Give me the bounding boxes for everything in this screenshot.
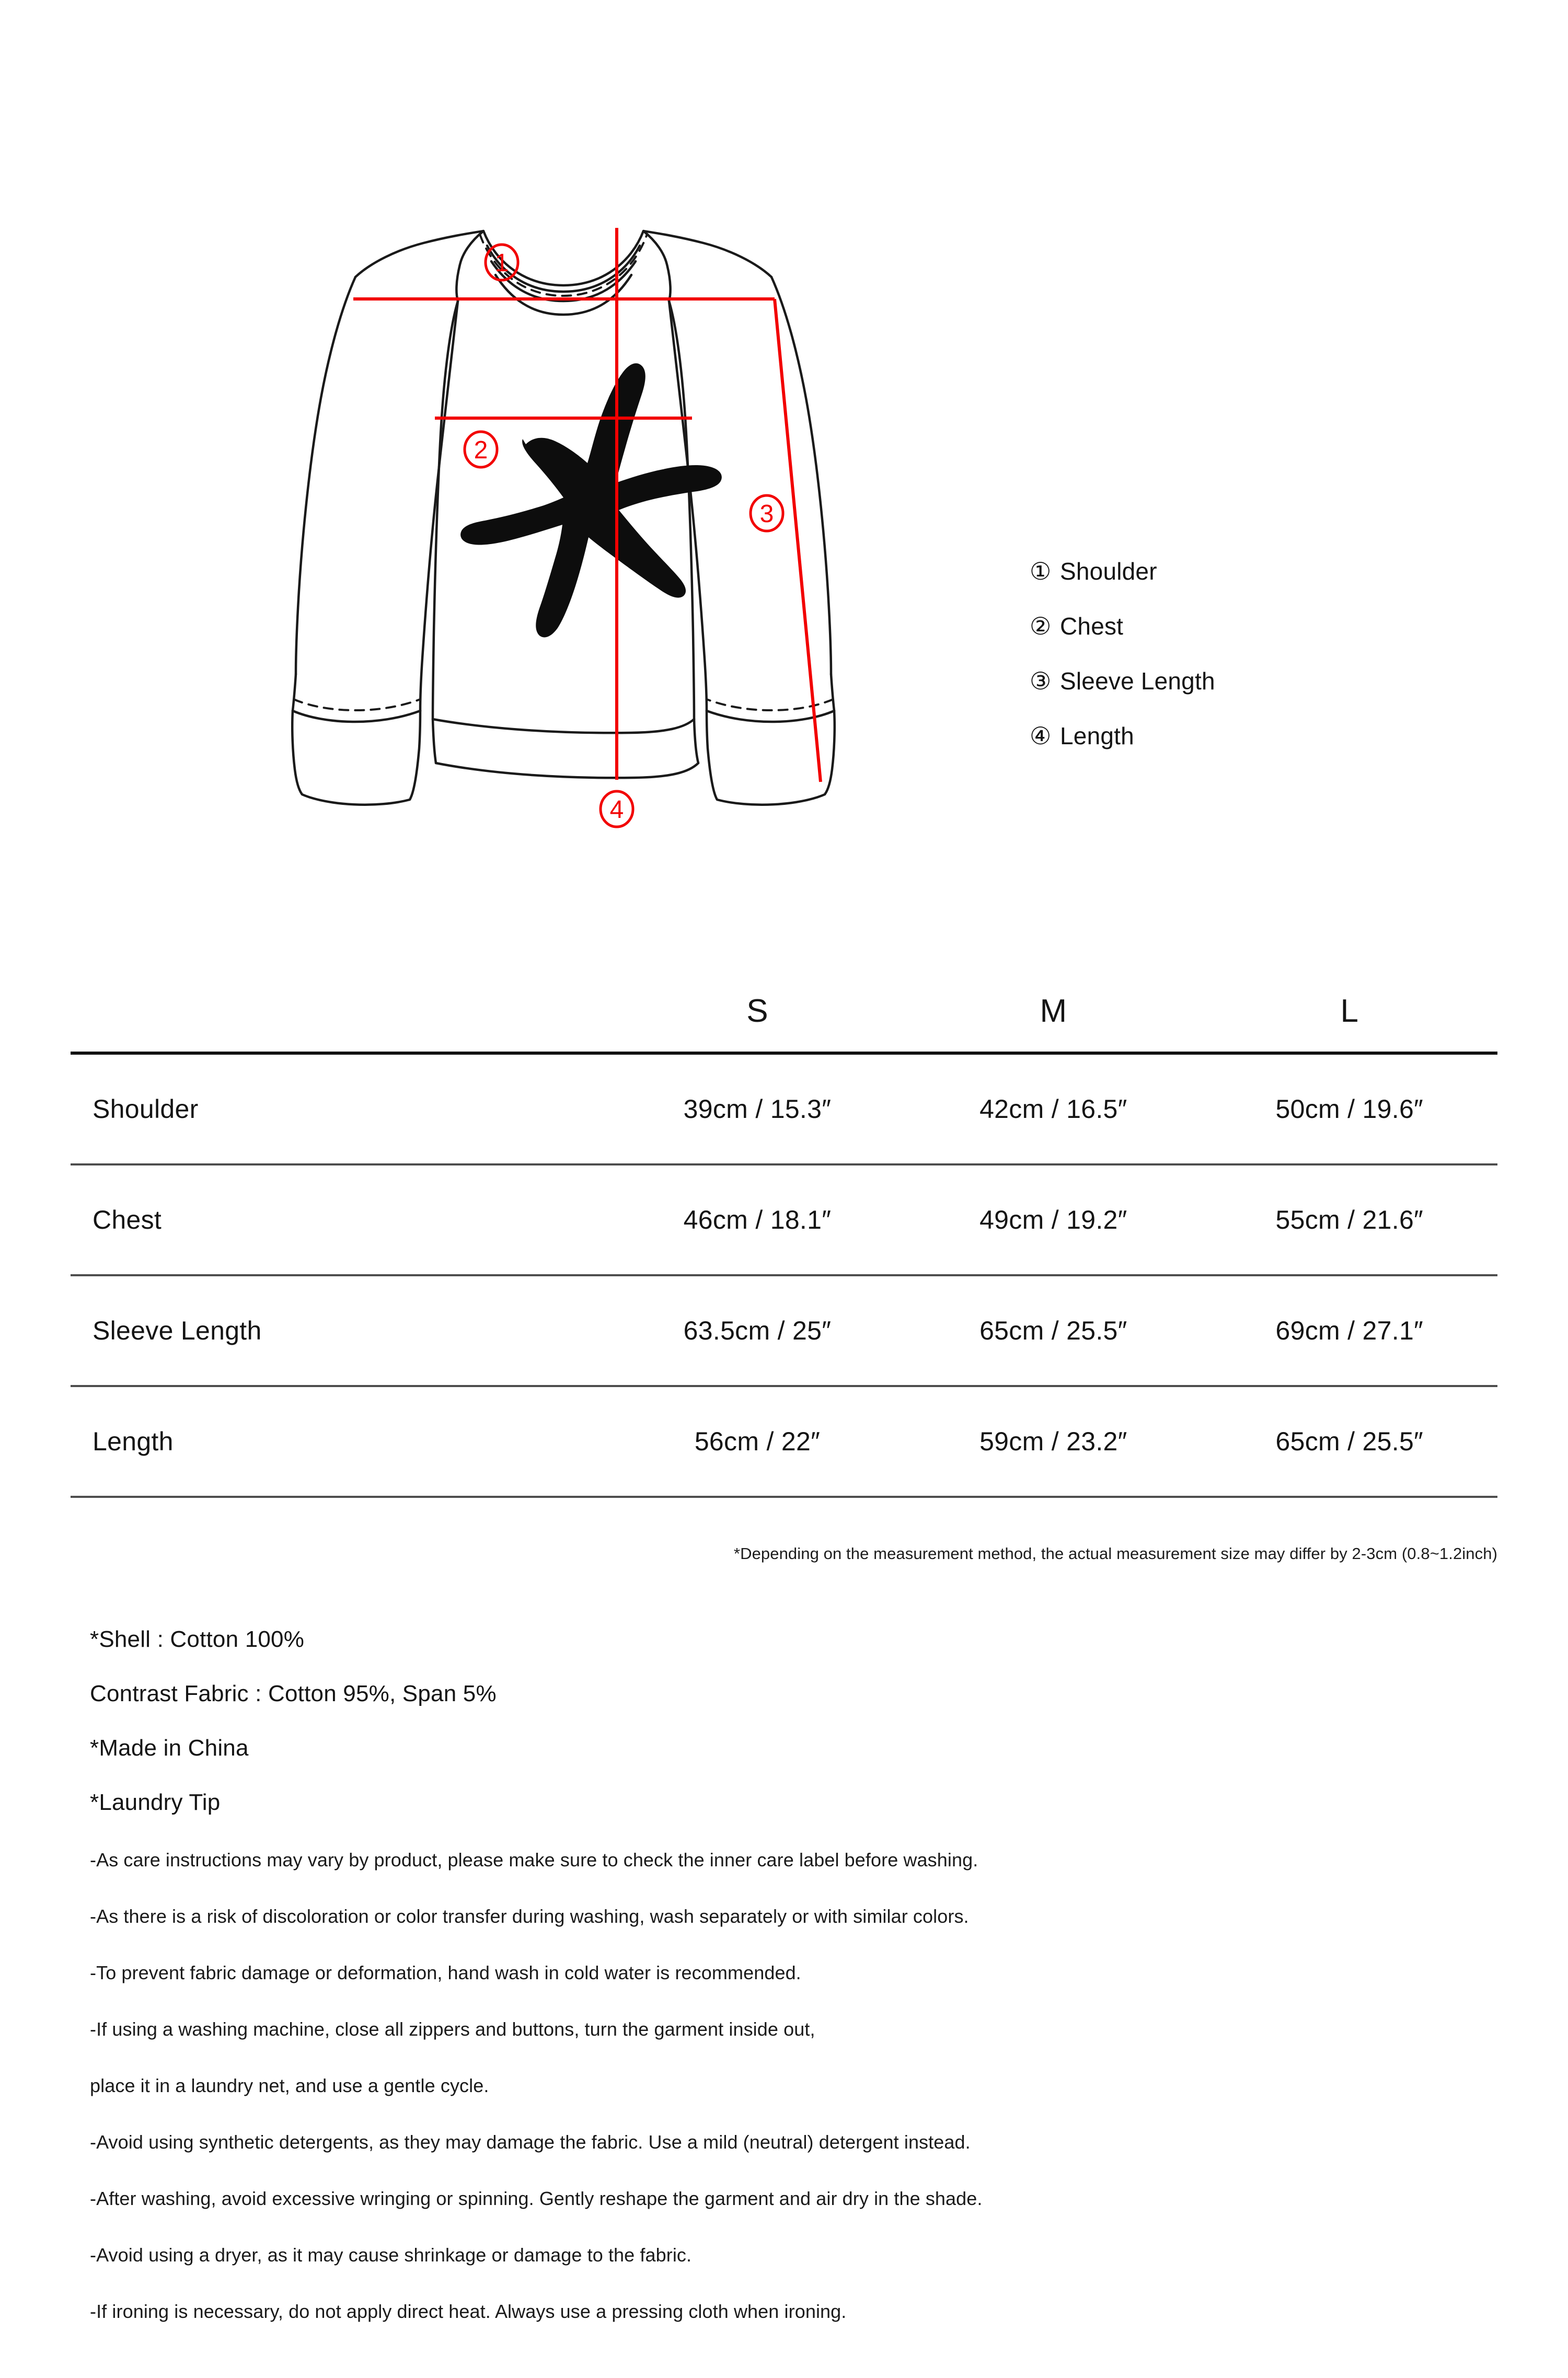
circled-number-3-icon: ③ bbox=[1030, 667, 1052, 695]
table-header-row bbox=[71, 972, 1497, 1053]
size-chart-table-wrapper bbox=[71, 972, 1497, 1498]
table-row bbox=[71, 1053, 1497, 1164]
row-label-chest: Chest bbox=[93, 1205, 162, 1234]
cell-chest-m: 49cm / 19.2″ bbox=[979, 1205, 1127, 1234]
circled-number-4-icon: ④ bbox=[1030, 722, 1052, 749]
care-line-machine-wash: -If using a washing machine, close all zippers and buttons, turn the garment inside out, bbox=[90, 2018, 815, 2040]
legend-label-length: Length bbox=[1060, 722, 1134, 749]
svg-text:4: 4 bbox=[609, 796, 624, 824]
material-line-shell: *Shell : Cotton 100% bbox=[90, 1626, 305, 1652]
cell-shoulder-m: 42cm / 16.5″ bbox=[979, 1094, 1127, 1124]
cell-shoulder-s: 39cm / 15.3″ bbox=[683, 1094, 832, 1124]
row-label-shoulder: Shoulder bbox=[93, 1094, 199, 1124]
cell-shoulder-l: 50cm / 19.6″ bbox=[1275, 1094, 1424, 1124]
table-row bbox=[71, 1386, 1497, 1497]
measurement-tolerance-note: *Depending on the measurement method, the actual measurement size may differ by 2-3cm (0.8~1.2inch) bbox=[733, 1544, 1497, 1563]
table-row bbox=[71, 1164, 1497, 1275]
size-chart-table bbox=[71, 972, 1497, 1498]
row-label-sleeve-length: Sleeve Length bbox=[93, 1316, 262, 1345]
material-line-contrast-fabric: Contrast Fabric : Cotton 95%, Span 5% bbox=[90, 1681, 497, 1706]
circled-number-2-icon: ② bbox=[1030, 613, 1052, 640]
material-line-made-in: *Made in China bbox=[90, 1735, 249, 1761]
garment-illustration-area bbox=[0, 0, 1568, 915]
marker-3 bbox=[751, 495, 783, 531]
legend-item-sleeve-length bbox=[1030, 669, 1396, 724]
sweatshirt-technical-drawing bbox=[199, 172, 930, 852]
cell-length-s: 56cm / 22″ bbox=[694, 1427, 821, 1456]
header-size-m: M bbox=[1040, 993, 1067, 1029]
header-size-s: S bbox=[746, 993, 768, 1029]
header-size-l: L bbox=[1340, 993, 1359, 1029]
legend-item-length bbox=[1030, 724, 1396, 779]
svg-text:2: 2 bbox=[474, 436, 488, 464]
legend-label-chest: Chest bbox=[1060, 613, 1124, 640]
care-line-dryer: -Avoid using a dryer, as it may cause shrinkage or damage to the fabric. bbox=[90, 2244, 692, 2266]
cell-length-m: 59cm / 23.2″ bbox=[979, 1427, 1127, 1456]
circled-number-1-icon: ① bbox=[1030, 558, 1052, 585]
care-line-inner-label: -As care instructions may vary by product, please make sure to check the inner care label before washing. bbox=[90, 1849, 978, 1871]
marker-4 bbox=[601, 791, 633, 827]
care-line-discoloration: -As there is a risk of discoloration or color transfer during washing, wash separately or with similar colors. bbox=[90, 1906, 969, 1927]
care-line-machine-wash-cont: place it in a laundry net, and use a gentle cycle. bbox=[90, 2075, 489, 2096]
measurement-legend bbox=[1030, 559, 1396, 779]
header-measure bbox=[71, 972, 609, 1053]
row-label-length: Length bbox=[93, 1427, 174, 1456]
cell-sleeve-m: 65cm / 25.5″ bbox=[979, 1316, 1127, 1345]
cell-chest-s: 46cm / 18.1″ bbox=[683, 1205, 832, 1234]
care-instructions-block bbox=[90, 1832, 1527, 2340]
cell-chest-l: 55cm / 21.6″ bbox=[1275, 1205, 1424, 1234]
svg-text:1: 1 bbox=[494, 249, 509, 277]
table-row bbox=[71, 1275, 1497, 1386]
legend-label-sleeve-length: Sleeve Length bbox=[1060, 667, 1215, 695]
legend-label-shoulder: Shoulder bbox=[1060, 558, 1157, 585]
care-line-hand-wash: -To prevent fabric damage or deformation, hand wash in cold water is recommended. bbox=[90, 1962, 801, 1983]
material-info-block bbox=[90, 1612, 1501, 1830]
cell-sleeve-s: 63.5cm / 25″ bbox=[683, 1316, 832, 1345]
cell-sleeve-l: 69cm / 27.1″ bbox=[1275, 1316, 1424, 1345]
svg-text:3: 3 bbox=[759, 500, 774, 528]
cell-length-l: 65cm / 25.5″ bbox=[1275, 1427, 1424, 1456]
starfish-graphic bbox=[460, 363, 722, 637]
marker-2 bbox=[465, 432, 497, 467]
material-line-laundry-tip-heading: *Laundry Tip bbox=[90, 1790, 221, 1815]
care-line-detergent: -Avoid using synthetic detergents, as they may damage the fabric. Use a mild (neutral) detergent instead. bbox=[90, 2131, 971, 2153]
care-line-ironing: -If ironing is necessary, do not apply direct heat. Always use a pressing cloth when ironing. bbox=[90, 2301, 847, 2322]
marker-1 bbox=[486, 245, 518, 280]
legend-item-chest bbox=[1030, 614, 1396, 669]
care-line-drying: -After washing, avoid excessive wringing or spinning. Gently reshape the garment and air dry in the shade. bbox=[90, 2188, 983, 2209]
legend-item-shoulder bbox=[1030, 559, 1396, 614]
